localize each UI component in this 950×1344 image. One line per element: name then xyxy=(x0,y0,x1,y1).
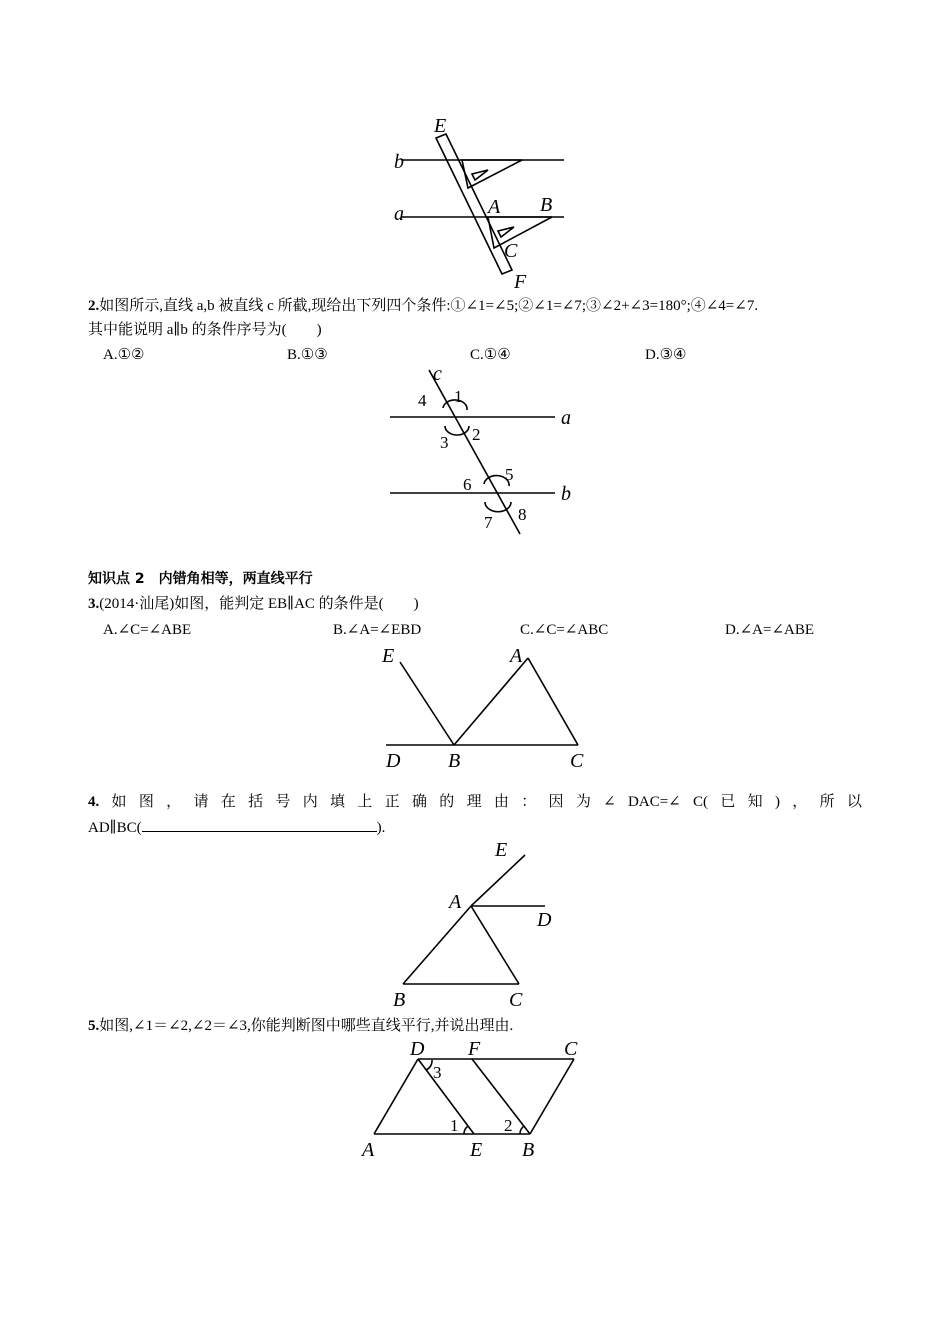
segment-ac xyxy=(471,906,519,984)
segment-bc xyxy=(530,1059,574,1134)
q4-word: 以 xyxy=(846,794,862,810)
angle-6: 6 xyxy=(463,475,472,494)
q4-word: DAC=∠ xyxy=(628,794,681,810)
q3-option-d: D.∠A=∠ABE xyxy=(725,622,815,638)
q3-option-c: C.∠C=∠ABC xyxy=(520,622,609,638)
q4-word: 内 xyxy=(302,794,318,810)
q4-number: 4. xyxy=(88,794,100,810)
q2-option-c: C.①④ xyxy=(470,347,511,363)
q4-line2-suffix: ). xyxy=(376,820,386,836)
label-b: b xyxy=(394,151,404,173)
segment-eb xyxy=(400,662,454,745)
label-F: F xyxy=(514,271,527,293)
label-D: D xyxy=(410,1038,425,1060)
figure-q2-transversal xyxy=(385,362,585,542)
q4-word: 由 xyxy=(493,794,509,810)
angle-7: 7 xyxy=(484,513,493,532)
angle-1: 1 xyxy=(454,387,463,406)
q3-option-a: A.∠C=∠ABE xyxy=(103,622,192,638)
label-A: A xyxy=(362,1139,375,1161)
angle-3: 3 xyxy=(440,433,449,452)
q4-word: 理 xyxy=(466,794,482,810)
q2-number: 2. xyxy=(88,298,100,314)
label-E: E xyxy=(382,645,395,667)
q3-text: (2014·汕尾)如图，能判定 EB∥AC 的条件是( ) xyxy=(99,596,419,612)
label-c: c xyxy=(433,363,442,385)
q4-word: 上 xyxy=(357,794,373,810)
q5-text: 如图,∠1＝∠2,∠2＝∠3,你能判断图中哪些直线平行,并说出理由. xyxy=(99,1018,514,1034)
label-E: E xyxy=(470,1139,483,1161)
label-A: A xyxy=(510,645,523,667)
segment-ac xyxy=(528,658,578,745)
angle-3: 3 xyxy=(433,1063,442,1082)
q3-line xyxy=(88,594,419,614)
q4-word: ， xyxy=(792,794,808,810)
q2-line1 xyxy=(88,296,758,316)
q4-word: 为 xyxy=(575,794,591,810)
figure-set-squares xyxy=(380,110,580,293)
label-D: D xyxy=(537,909,552,931)
q4-word: 在 xyxy=(220,794,236,810)
q5-line xyxy=(88,1016,513,1036)
segment-fb xyxy=(472,1059,530,1134)
section-title: 知识点 2 内错角相等，两直线平行 xyxy=(88,571,313,587)
q2-line2: 其中能说明 a∥b 的条件序号为( ) xyxy=(88,322,322,338)
angle-2-arc xyxy=(520,1126,524,1134)
q4-word: 正 xyxy=(384,794,400,810)
label-B: B xyxy=(448,750,461,772)
q4-word: ∠ xyxy=(603,794,616,810)
angle-2: 2 xyxy=(504,1116,513,1135)
label-C: C xyxy=(509,989,523,1011)
label-C: C xyxy=(504,240,518,262)
q2-option-d: D.③④ xyxy=(645,347,687,363)
angle-4: 4 xyxy=(418,391,427,410)
q2-option-a: A.①② xyxy=(103,347,145,363)
figure-q4 xyxy=(385,838,575,1013)
q4-answer-blank[interactable] xyxy=(142,817,377,832)
q4-word: 图 xyxy=(138,794,154,810)
set-square-lower xyxy=(488,217,552,248)
label-B: B xyxy=(522,1139,535,1161)
angle-1: 1 xyxy=(450,1116,459,1135)
angle-3-arc xyxy=(426,1060,432,1070)
q4-word: 填 xyxy=(330,794,346,810)
angle-2: 2 xyxy=(472,425,481,444)
q4-word: ) xyxy=(774,794,780,810)
segment-ab xyxy=(403,906,471,984)
q4-line2 xyxy=(88,817,385,838)
ruler-ef xyxy=(436,134,512,274)
set-square-lower-inner xyxy=(498,227,514,237)
q4-word: 因 xyxy=(548,794,564,810)
q3-number: 3. xyxy=(88,596,100,612)
segment-ba xyxy=(454,658,528,745)
q4-word: 括 xyxy=(248,794,264,810)
figure-q5 xyxy=(358,1036,598,1166)
label-F: F xyxy=(468,1038,481,1060)
q2-text-1: 如图所示,直线 a,b 被直线 c 所截,现给出下列四个条件:①∠1=∠5;②∠1=∠7;③∠2+∠3=180°;④∠4=∠7. xyxy=(99,298,759,314)
q4-word: 如 xyxy=(111,794,127,810)
q4-word: 请 xyxy=(193,794,209,810)
label-A: A xyxy=(449,891,462,913)
label-A: A xyxy=(488,196,501,218)
q4-word: 的 xyxy=(439,794,455,810)
label-C: C xyxy=(570,750,584,772)
label-a: a xyxy=(394,203,404,225)
label-D: D xyxy=(386,750,401,772)
label-B: B xyxy=(393,989,406,1011)
q2-option-b: B.①③ xyxy=(287,347,328,363)
label-C: C xyxy=(564,1038,578,1060)
q3-option-b: B.∠A=∠EBD xyxy=(333,622,422,638)
label-E: E xyxy=(434,115,447,137)
q4-word: ： xyxy=(521,794,537,810)
label-E: E xyxy=(495,839,508,861)
angle-8: 8 xyxy=(518,505,527,524)
q4-word: 所 xyxy=(819,794,835,810)
angle-5: 5 xyxy=(505,465,514,484)
q4-word: 确 xyxy=(411,794,427,810)
q4-word: 号 xyxy=(275,794,291,810)
angle-1-arc xyxy=(464,1126,468,1134)
q5-number: 5. xyxy=(88,1018,100,1034)
segment-ae xyxy=(471,855,525,906)
label-b: b xyxy=(561,483,571,505)
q4-word: ， xyxy=(166,794,182,810)
segment-ad xyxy=(374,1059,418,1134)
label-a: a xyxy=(561,407,571,429)
q4-word: 已 xyxy=(720,794,736,810)
q4-word: 知 xyxy=(747,794,763,810)
q4-line1 xyxy=(88,792,862,812)
figure-q3 xyxy=(380,640,600,775)
q4-line2-prefix: AD∥BC( xyxy=(88,820,142,836)
label-B: B xyxy=(540,194,553,216)
q4-word: C( xyxy=(693,794,709,810)
